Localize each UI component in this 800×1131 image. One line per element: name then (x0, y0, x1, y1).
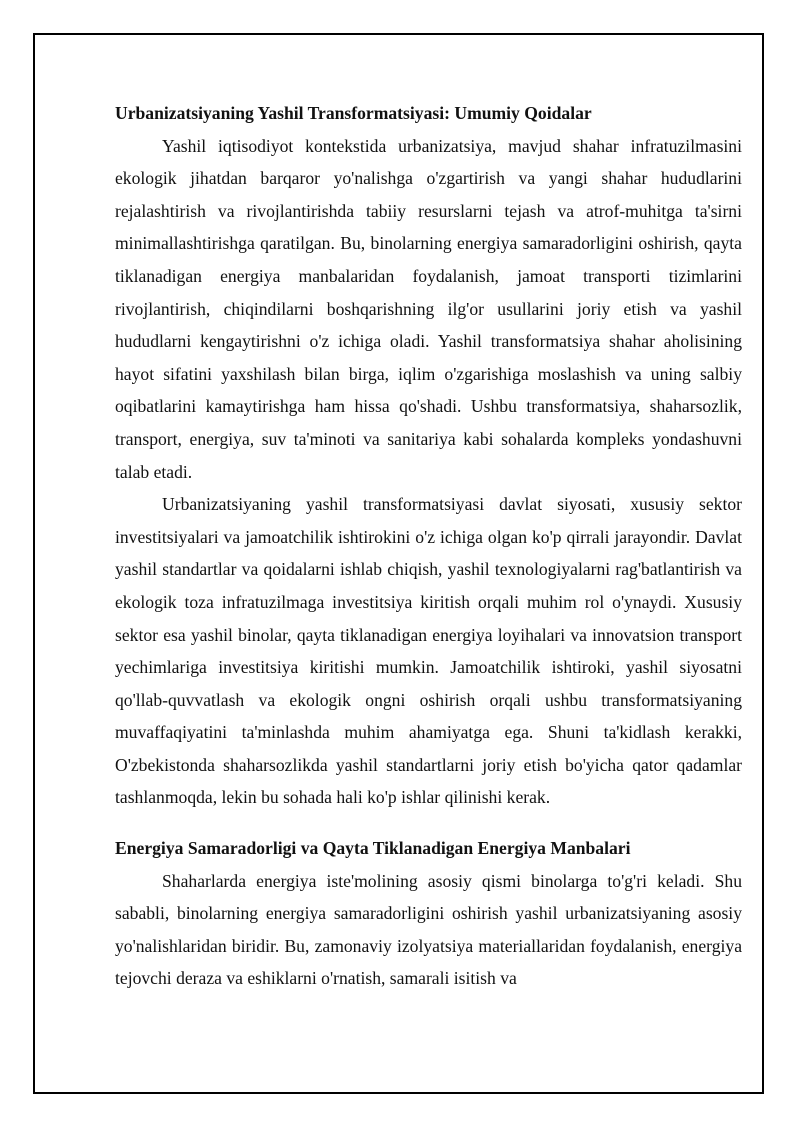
section-heading: Urbanizatsiyaning Yashil Transformatsiyasi: Umumiy Qoidalar (115, 103, 592, 123)
section-energy-efficiency (115, 832, 742, 995)
paragraph: Urbanizatsiyaning yashil transformatsiyasi davlat siyosati, xususiy sektor investitsiyalari va jamoatchilik ishtirokini o'z ichiga olgan ko'p qirrali jarayondir. Davlat yashil standartlar va qoidalarni ishlab chiqish, yashil texnologiyalarni rag'batlantirish va ekologik toza infratuzilmaga investitsiya kiritish orqali muhim rol o'ynaydi. Xususiy sektor esa yashil binolar, qayta tiklanadigan energiya loyihalari va innovatsion transport yechimlariga investitsiya kiritishi mumkin. Jamoatchilik ishtiroki, yashil siyosatni qo'llab-quvvatlash va ekologik ongni oshirish orqali ushbu transformatsiyaning muvaffaqiyatini ta'minlashda muhim ahamiyatga ega. Shuni ta'kidlash kerakki, O'zbekistonda shaharsozlikda yashil standartlarni joriy etish bo'yicha qator qadamlar tashlanmoqda, lekin bu sohada hali ko'p ishlar qilinishi kerak. (115, 494, 742, 808)
paragraph: Yashil iqtisodiyot kontekstida urbanizatsiya, mavjud shahar infratuzilmasini ekologik jihatdan barqaror yo'nalishga o'zgartirish va yangi shahar hududlarini rejalashtirish va rivojlantirishda tabiiy resurslarni tejash va atrof-muhitga ta'sirni minimallashtirishga qaratilgan. Bu, binolarning energiya samaradorligini oshirish, qayta tiklanadigan energiya manbalaridan foydalanish, jamoat transporti tizimlarini rivojlantirish, chiqindilarni boshqarishning ilg'or usullarini joriy etish va yashil hududlarni kengaytirishni o'z ichiga oladi. Yashil transformatsiya shahar aholisining hayot sifatini yaxshilash bilan birga, iqlim o'zgarishiga moslashish va uning salbiy oqibatlarini kamaytirishga ham hissa qo'shadi. Ushbu transformatsiya, shaharsozlik, transport, energiya, suv ta'minoti va sanitariya kabi sohalarda kompleks yondashuvni talab etadi. (115, 135, 742, 482)
document-body (115, 97, 742, 995)
paragraph: Shaharlarda energiya iste'molining asosiy qismi binolarga to'g'ri keladi. Shu sababli, binolarning energiya samaradorligini oshirish yashil urbanizatsiyaning asosiy yo'nalishlaridan biridir. Bu, zamonaviy izolyatsiya materiallaridan foydalanish, energiya tejovchi deraza va eshiklarni o'rnatish, samarali isitish va (115, 870, 742, 989)
section-heading: Energiya Samaradorligi va Qayta Tiklanadigan Energiya Manbalari (115, 838, 631, 859)
section-general-rules (115, 97, 742, 814)
